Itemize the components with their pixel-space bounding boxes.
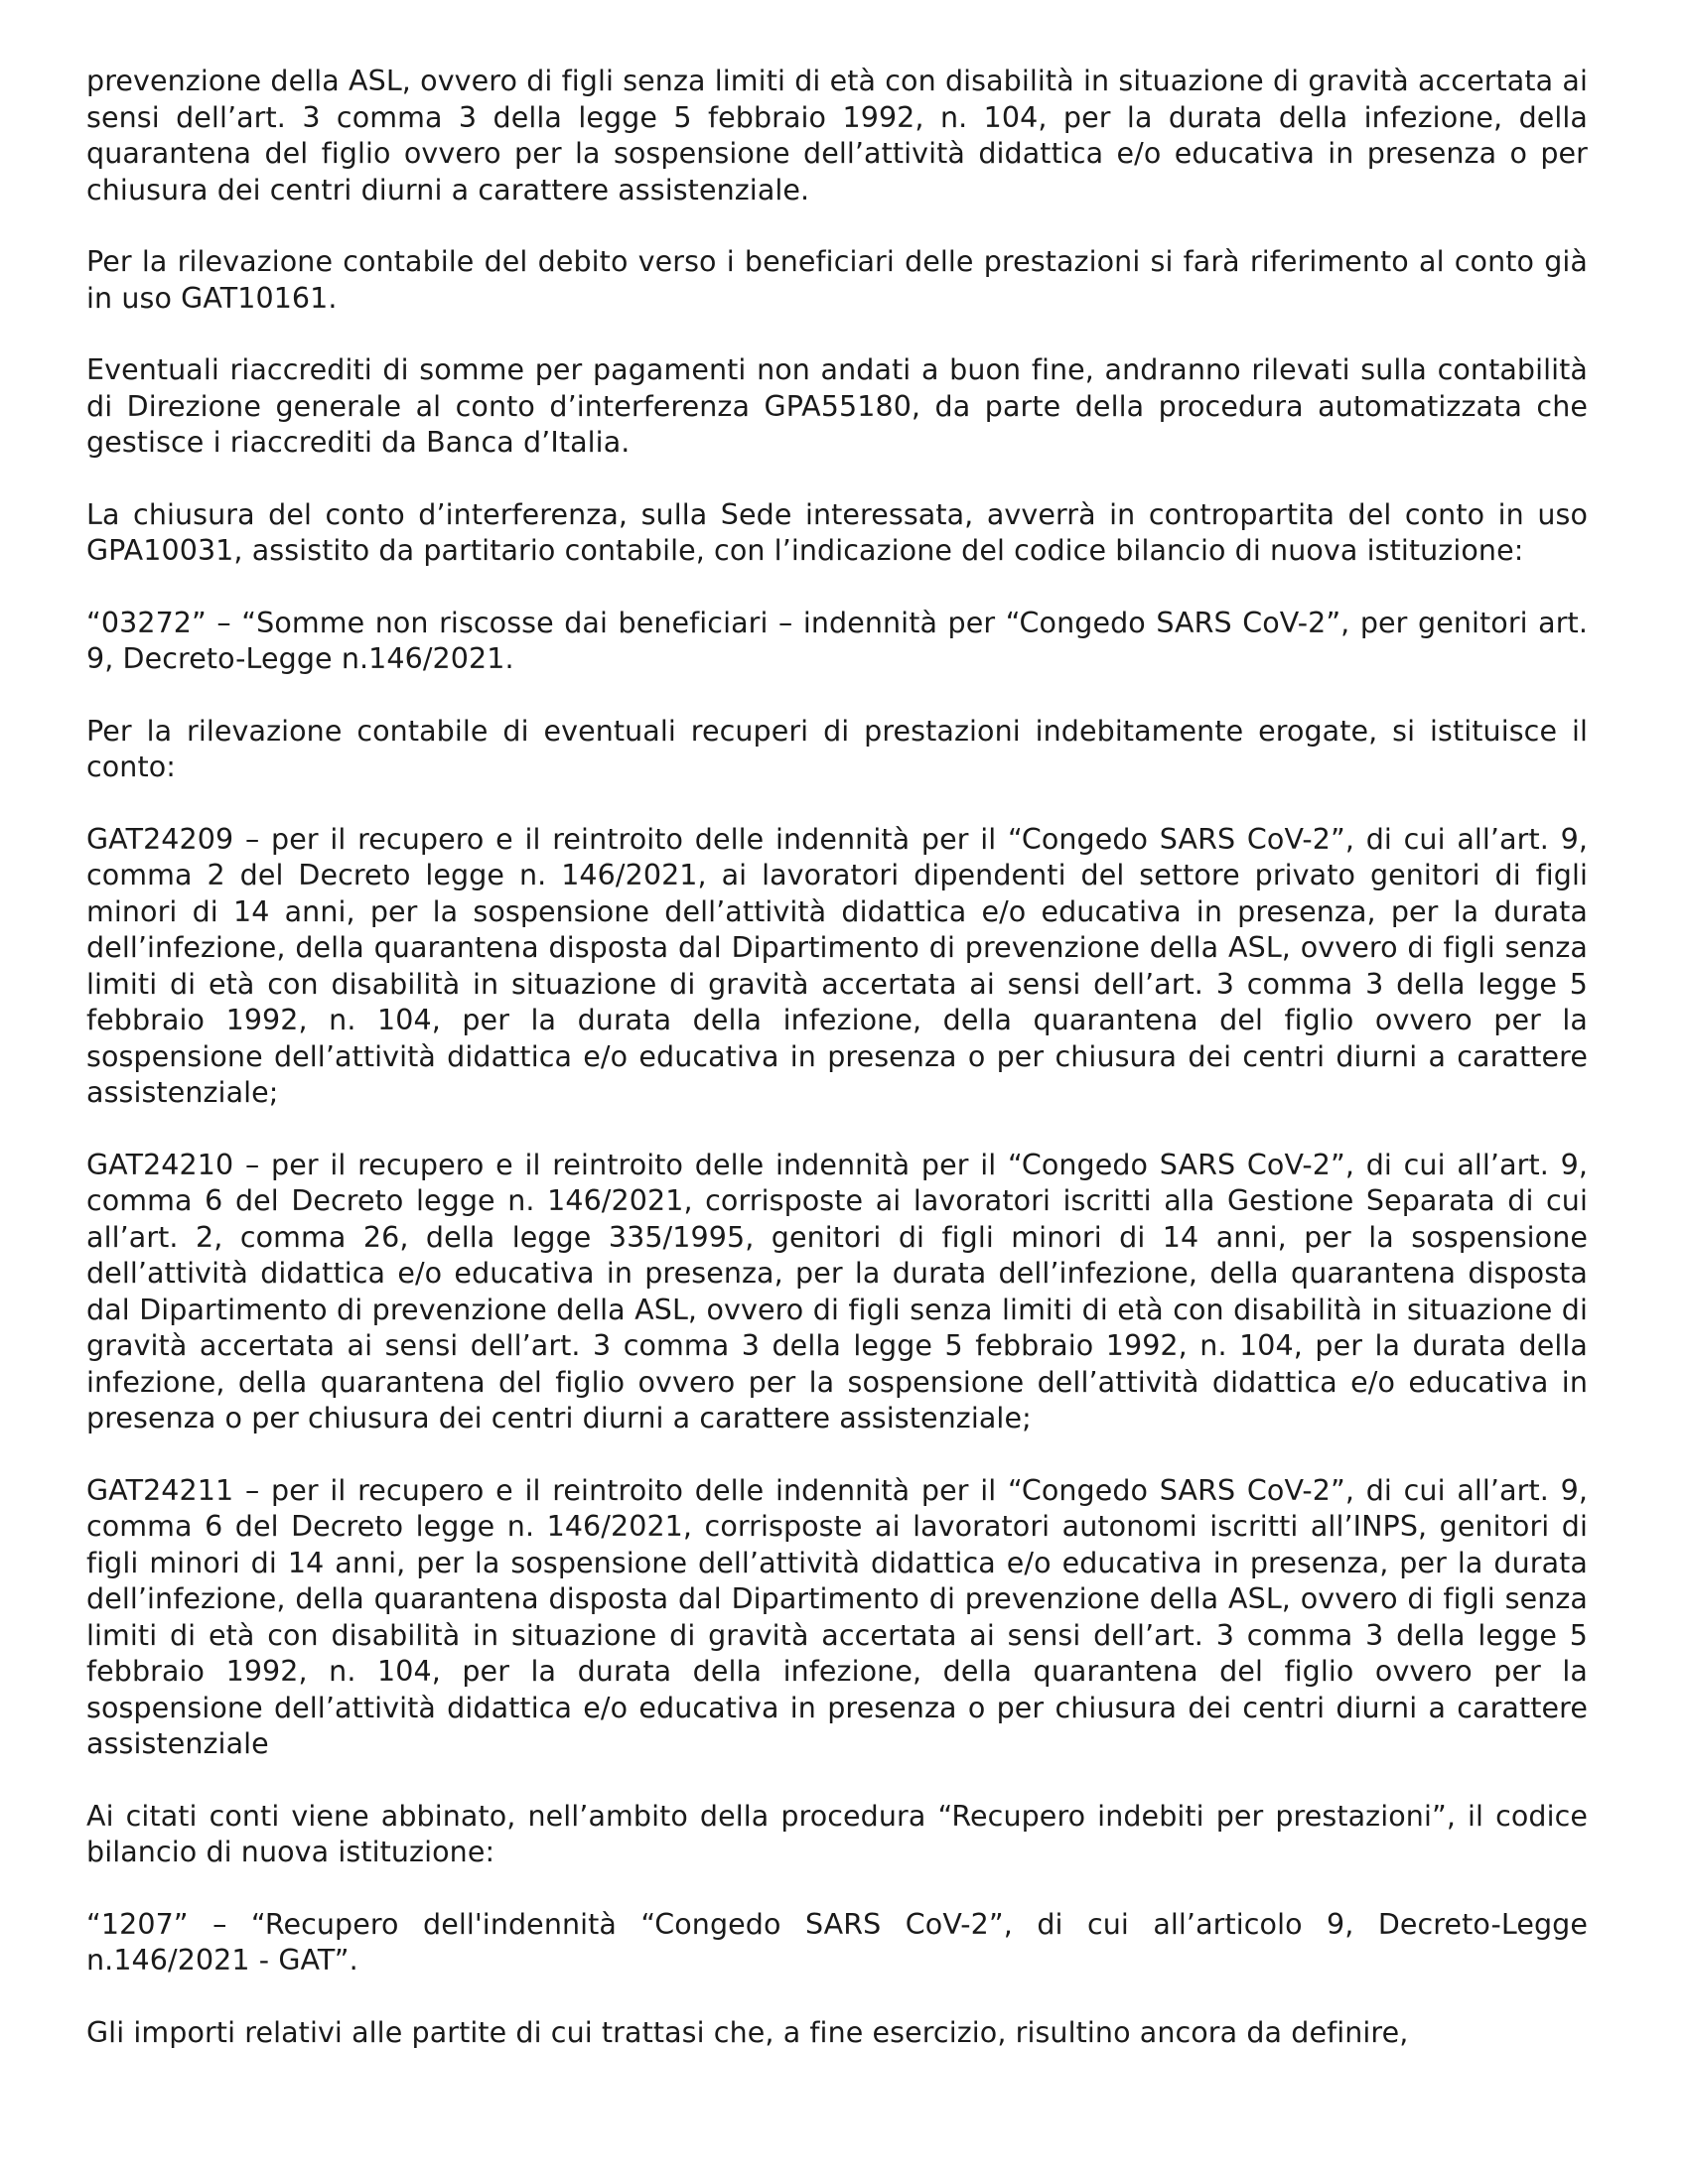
paragraph-importi-fine-esercizio: Gli importi relativi alle partite di cui trattasi che, a fine esercizio, risultino ancora da definire, (86, 2015, 1409, 2049)
paragraph-gat24211: GAT24211 – per il recupero e il reintroito delle indennità per il “Congedo SARS CoV-2”, di cui all’art. 9, comma 6 del Decreto legge n. 146/2021, corrisposte ai lavoratori autonomi iscritti all’INPS, genitori di figli minori di 14 anni, per la sospensione dell’attività didattica e/o educativa in presenza, per la durata dell’infezione, della quarantena disposta dal Dipartimento di prevenzione della ASL, ovvero di figli senza limiti di età con disabilità in situazione di gravità accertata ai sensi dell’art. 3 comma 3 della legge 5 febbraio 1992, n. 104, per la durata della infezione, della quarantena del figlio ovvero per la sospensione dell’attività didattica e/o educativa in presenza o per chiusura dei centri diurni a carattere assistenziale (86, 1473, 1588, 1760)
paragraph-gat24209: GAT24209 – per il recupero e il reintroito delle indennità per il “Congedo SARS CoV-2”, di cui all’art. 9, comma 2 del Decreto legge n. 146/2021, ai lavoratori dipendenti del settore privato genitori di figli minori di 14 anni, per la sospensione dell’attività didattica e/o educativa in presenza, per la durata dell’infezione, della quarantena disposta dal Dipartimento di prevenzione della ASL, ovvero di figli senza limiti di età con disabilità in situazione di gravità accertata ai sensi dell’art. 3 comma 3 della legge 5 febbraio 1992, n. 104, per la durata della infezione, della quarantena del figlio ovvero per la sospensione dell’attività didattica e/o educativa in presenza o per chiusura dei centri diurni a carattere assistenziale; (86, 822, 1588, 1109)
paragraph-abbinamento-codice: Ai citati conti viene abbinato, nell’ambito della procedura “Recupero indebiti per prestazioni”, il codice bilancio di nuova istituzione: (86, 1799, 1588, 1868)
document-page (86, 64, 1588, 2087)
paragraph-recuperi-intro: Per la rilevazione contabile di eventuali recuperi di prestazioni indebitamente erogate, si istituisce il conto: (86, 714, 1588, 783)
paragraph-codice-1207: “1207” – “Recupero dell'indennità “Congedo SARS CoV-2”, di cui all’articolo 9, Decreto-Legge n.146/2021 - GAT”. (86, 1907, 1588, 1977)
paragraph-chiusura-conto: La chiusura del conto d’interferenza, sulla Sede interessata, avverrà in contropartita del conto in uso GPA10031, assistito da partitario contabile, con l’indicazione del codice bilancio di nuova istituzione: (86, 497, 1588, 567)
paragraph-continuation: prevenzione della ASL, ovvero di figli senza limiti di età con disabilità in situazione di gravità accertata ai sensi dell’art. 3 comma 3 della legge 5 febbraio 1992, n. 104, per la durata della infezione, della quarantena del figlio ovvero per la sospensione dell’attività didattica e/o educativa in presenza o per chiusura dei centri diurni a carattere assistenziale. (86, 65, 1588, 206)
paragraph-gat24210: GAT24210 – per il recupero e il reintroito delle indennità per il “Congedo SARS CoV-2”, di cui all’art. 9, comma 6 del Decreto legge n. 146/2021, corrisposte ai lavoratori iscritti alla Gestione Separata di cui all’art. 2, comma 26, della legge 335/1995, genitori di figli minori di 14 anni, per la sospensione dell’attività didattica e/o educativa in presenza, per la durata dell’infezione, della quarantena disposta dal Dipartimento di prevenzione della ASL, ovvero di figli senza limiti di età con disabilità in situazione di gravità accertata ai sensi dell’art. 3 comma 3 della legge 5 febbraio 1992, n. 104, per la durata della infezione, della quarantena del figlio ovvero per la sospensione dell’attività didattica e/o educativa in presenza o per chiusura dei centri diurni a carattere assistenziale; (86, 1148, 1588, 1434)
paragraph-codice-03272: “03272” – “Somme non riscosse dai beneficiari – indennità per “Congedo SARS CoV-2”, per genitori art. 9, Decreto-Legge n.146/2021. (86, 606, 1588, 675)
paragraph-riaccrediti: Eventuali riaccrediti di somme per pagamenti non andati a buon fine, andranno rilevati sulla contabilità di Direzione generale al conto d’interferenza GPA55180, da parte della procedura automatizzata che gestisce i riaccrediti da Banca d’Italia. (86, 353, 1588, 459)
paragraph-debito-beneficiari: Per la rilevazione contabile del debito verso i beneficiari delle prestazioni si farà riferimento al conto già in uso GAT10161. (86, 245, 1588, 315)
